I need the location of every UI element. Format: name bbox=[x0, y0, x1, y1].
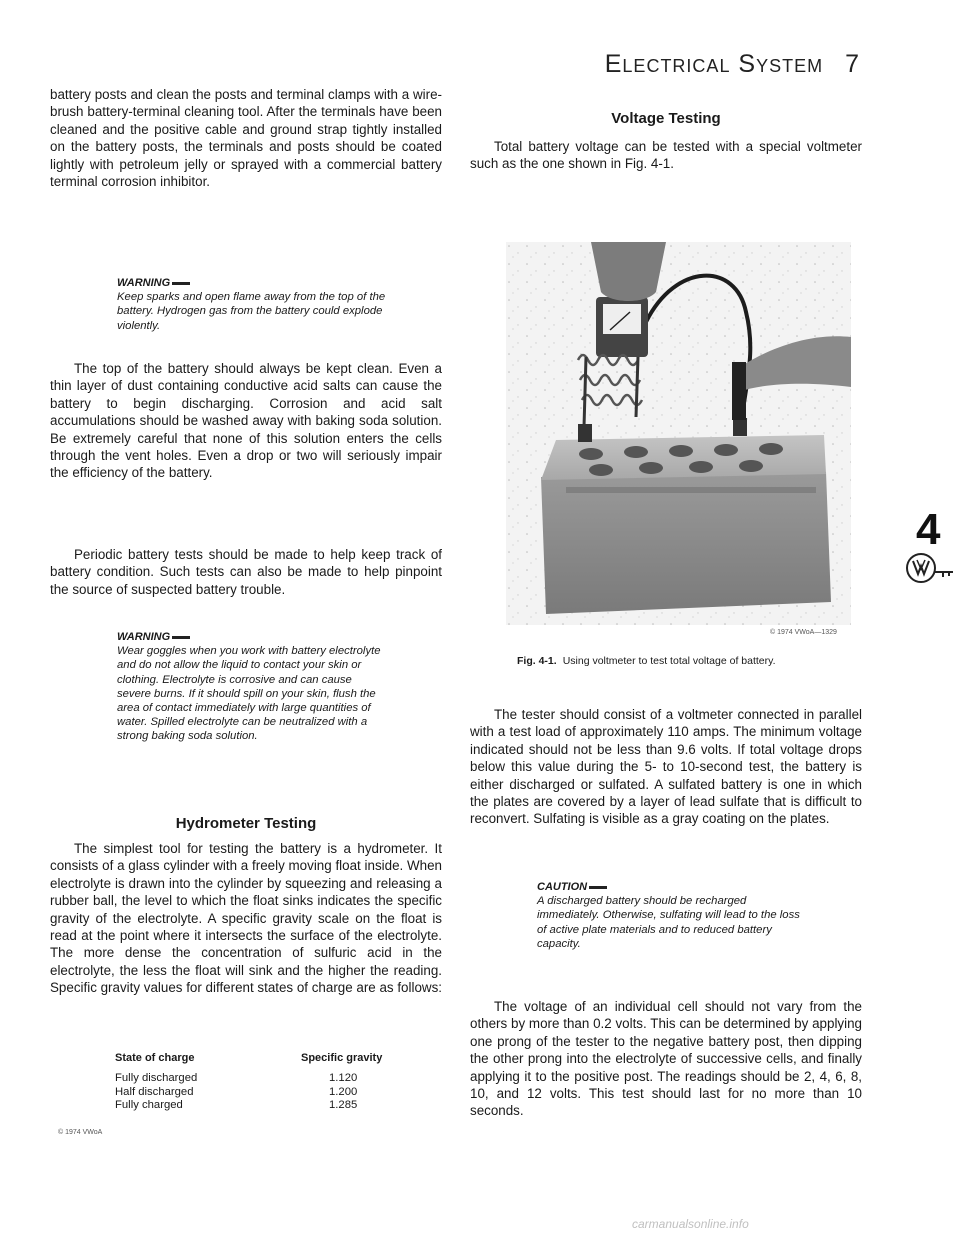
section-heading-voltage: Voltage Testing bbox=[611, 110, 721, 127]
right-paragraph-3: The voltage of an individual cell should not vary from the others by more than 0.2 volts. This can be determined by applying one prong of the tester to the negative battery post, then dipping the other prong into the electrolyte of successive cells, and finally applying it to the positive post. The readings should be 2, 4, 6, 8, 10, and 12 volts. This test should last for no more than 10 seconds. bbox=[470, 999, 862, 1119]
right-paragraph-1: Total battery voltage can be tested with a special voltmeter such as the one shown in Fig. 4-1. bbox=[470, 139, 862, 172]
table-header-gravity: Specific gravity bbox=[301, 1052, 383, 1064]
warning-text: Wear goggles when you work with battery electrolyte and do not allow the liquid to contact your skin or clothing. Electrolyte is corrosive and can cause severe burns. If it should spill on your skin, flush the area of contact immediately with large quantities of water. Spilled electrolyte can be neutralized with a strong baking soda solution. bbox=[117, 645, 381, 743]
page-number: 7 bbox=[845, 50, 860, 78]
table-row bbox=[115, 1072, 197, 1113]
table-cell-state: Fully discharged bbox=[115, 1072, 198, 1084]
section-heading-hydrometer: Hydrometer Testing bbox=[175, 815, 317, 832]
copyright-left: © 1974 VWoA bbox=[58, 1129, 103, 1136]
warning-label: WARNING bbox=[117, 630, 387, 644]
caution-note bbox=[537, 880, 807, 951]
right-paragraph-2: The tester should consist of a voltmeter connected in parallel with a test load of approximately 110 amps. The minimum voltage indicated should not be less than 9.6 volts. If total voltage drops below this value during the 5- to 10-second test, the battery is either discharged or sulfated. A sulfated battery is one in which the plates are covered by a layer of lead sulfate that is difficult to reconvert. Sulfating is visible as a gray coating on the plates. bbox=[470, 707, 862, 827]
warning-note-2 bbox=[117, 630, 387, 744]
table-cell-state: Half discharged bbox=[115, 1085, 194, 1098]
watermark-link[interactable]: carmanualsonline.info bbox=[632, 1217, 749, 1231]
photo-credit: © 1974 VWoA—1329 bbox=[770, 629, 837, 636]
vw-logo-icon bbox=[905, 552, 955, 591]
chapter-title: Electrical System bbox=[604, 50, 824, 78]
table-cell-gravity: 1.120 bbox=[329, 1072, 358, 1084]
left-paragraph-2: The top of the battery should always be kept clean. Even a thin layer of dust containing conductive acid salts can cause the battery to begin discharging. Corrosion and acid salt accumulations should be washed away with baking soda solution. Be extremely careful that none of this solution enters the cells through the vent holes. Even a drop or two will seriously impair the efficiency of the battery. bbox=[50, 361, 442, 481]
left-paragraph-1: battery posts and clean the posts and terminal clamps with a wire-brush battery-terminal cleaning tool. After the terminals have been cleaned and the positive cable and ground strap tightly installed on the battery posts, the terminals and posts should be coated lightly with petroleum jelly or sprayed with a commercial battery terminal corrosion inhibitor. bbox=[50, 87, 442, 190]
left-paragraph-4: The simplest tool for testing the battery is a hydrometer. It consists of a glass cylinder with a freely moving float inside. When electrolyte is drawn into the cylinder by squeezing and releasing a rubber ball, the level to which the float sinks indicates the specific gravity of the electrolyte. A specific gravity scale on the float is read at the point where it intersects the surface of the electrolyte. The more dense the concentration of sulfuric acid in the electrolyte, the less the float will sink and the higher the reading. Specific gravity values for different states of charge are as follows: bbox=[50, 841, 442, 996]
table-cell-gravity: 1.285 bbox=[329, 1099, 358, 1111]
figure-caption-text: Using voltmeter to test total voltage of battery. bbox=[562, 655, 776, 667]
figure-caption bbox=[517, 655, 857, 667]
voltmeter-battery-photo bbox=[506, 242, 851, 625]
page-header bbox=[560, 50, 860, 79]
warning-label: WARNING bbox=[117, 276, 387, 290]
caution-text: A discharged battery should be recharged immediately. Otherwise, sulfating will lead to the loss of active plate materials and to reduced battery capacity. bbox=[537, 895, 800, 950]
table-cell-state: Fully charged bbox=[115, 1099, 183, 1111]
table-row bbox=[329, 1072, 357, 1113]
warning-text: Keep sparks and open flame away from the top of the battery. Hydrogen gas from the battery could explode violently. bbox=[117, 291, 386, 332]
caution-label: CAUTION bbox=[537, 880, 807, 894]
figure-label: Fig. 4-1. bbox=[517, 655, 557, 667]
left-paragraph-3: Periodic battery tests should be made to help keep track of battery condition. Such tests can also be made to help pinpoint the source of suspected battery trouble. bbox=[50, 547, 442, 597]
table-cell-gravity: 1.200 bbox=[329, 1085, 358, 1098]
photo-illustration bbox=[506, 242, 851, 625]
section-tab-number: 4 bbox=[916, 505, 941, 554]
table-header-state: State of charge bbox=[115, 1052, 195, 1064]
warning-note-1 bbox=[117, 276, 387, 333]
